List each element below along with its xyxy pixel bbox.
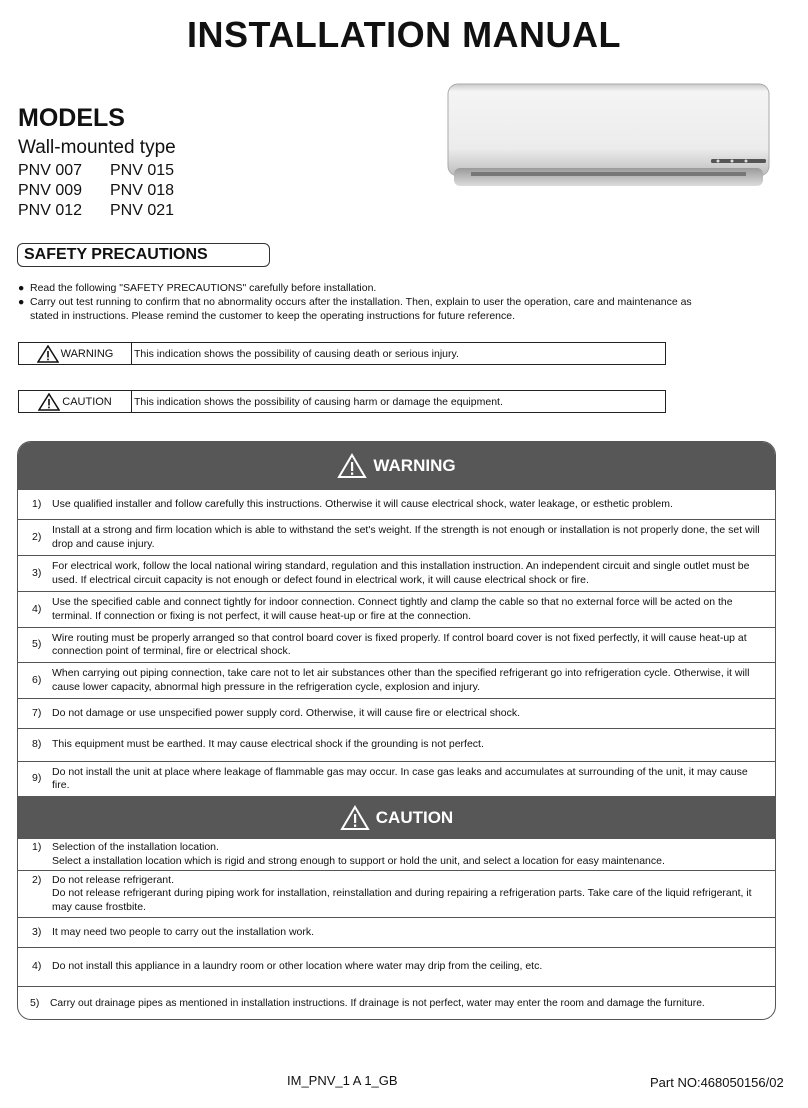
- caution-item: 4) Do not install this appliance in a laundry room or other location where water may drip from the ceiling, etc.: [18, 948, 775, 987]
- model-name: PNV 007: [18, 162, 83, 179]
- model-name: PNV 015: [110, 162, 175, 179]
- bullet-dot: ●: [18, 296, 25, 308]
- models-heading: MODELS: [18, 104, 125, 132]
- warning-triangle-icon: [37, 345, 59, 363]
- caution-item: 5) Carry out drainage pipes as mentioned in installation instructions. If drainage is not perfect, water may enter the room and damage the furniture.: [30, 997, 705, 1010]
- caution-item: 2) Do not release refrigerant. Do not release refrigerant during piping work for installation, reinstallation and during repairing a refrigeration parts. Take care of the liquid refrigerant, it may cause frostbite.: [18, 871, 775, 918]
- legend-label: CAUTION: [62, 395, 112, 408]
- precautions-box: [17, 441, 776, 1020]
- bullet-dot: ●: [18, 282, 25, 294]
- warning-item: 6) When carrying out piping connection, take care not to let air substances other than the specified refrigerant go into refrigeration cycle. Otherwise, it will cause lower capacity, abnormal high pressure in the refrigeration cycle, explosion and injury.: [18, 663, 775, 699]
- models-type: Wall-mounted type: [18, 137, 176, 158]
- caution-item: 1) Selection of the installation location. Select a installation location which is rigid and strong enough to support or hold the unit, and select a location for easy maintenance.: [18, 839, 775, 871]
- legend-label: WARNING: [60, 347, 114, 360]
- warning-item: 2) Install at a strong and firm location which is able to withstand the set's weight. If the strength is not enough or installation is not properly done, the set will drop and cause injury.: [18, 520, 775, 556]
- warning-title: WARNING: [373, 456, 456, 475]
- legend-caution: [18, 390, 666, 413]
- page-title: INSTALLATION MANUAL: [186, 14, 622, 55]
- intro-bullet-continued: stated in instructions. Please remind the customer to keep the operating instructions for future reference.: [30, 310, 516, 322]
- warning-triangle-icon: [340, 805, 370, 831]
- model-name: PNV 021: [110, 202, 175, 219]
- warning-item: 3) For electrical work, follow the local national wiring standard, regulation and this installation instruction. An independent circuit and single outlet must be used. If electrical circuit capacity is not enough or defect found in electrical work, it will cause electrical shock or fire.: [18, 556, 775, 592]
- air-conditioner-unit-image: [446, 82, 771, 189]
- warning-triangle-icon: [337, 453, 367, 479]
- caution-band: [18, 796, 775, 839]
- safety-precautions-heading: SAFETY PRECAUTIONS: [17, 243, 270, 267]
- warning-item: 5) Wire routing must be properly arranged so that control board cover is fixed properly. If control board cover is not fixed perfectly, it will cause heat-up at connection point of terminal, fire or electrical shock.: [18, 628, 775, 663]
- warning-band: [18, 442, 775, 490]
- model-name: PNV 009: [18, 182, 83, 199]
- caution-item: 3) It may need two people to carry out the installation work.: [18, 918, 775, 948]
- warning-item: 9) Do not install the unit at place where leakage of flammable gas may occur. In case gas leaks and accumulates at surrounding of the unit, it may cause fire.: [32, 765, 748, 791]
- warning-triangle-icon: [38, 393, 60, 411]
- part-number: Part NO:468050156/02: [650, 1075, 784, 1090]
- caution-title: CAUTION: [375, 807, 454, 827]
- intro-bullet: ● Carry out test running to confirm that no abnormality occurs after the installation. Then, explain to user the operation, care and maintenance as: [18, 296, 692, 308]
- model-name: PNV 018: [110, 182, 175, 199]
- intro-bullet: ● Read the following "SAFETY PRECAUTIONS" carefully before installation.: [18, 282, 377, 294]
- warning-item: 1) Use qualified installer and follow carefully this instructions. Otherwise it will cause electrical shock, water leakage, or esthetic problem.: [18, 490, 775, 520]
- legend-text: This indication shows the possibility of causing harm or damage the equipment.: [134, 395, 503, 408]
- document-code: IM_PNV_1 A 1_GB: [287, 1073, 398, 1088]
- warning-item: 8) This equipment must be earthed. It may cause electrical shock if the grounding is not perfect.: [18, 729, 775, 762]
- warning-item: 7) Do not damage or use unspecified power supply cord. Otherwise, it will cause fire or electrical shock.: [18, 699, 775, 729]
- model-name: PNV 012: [18, 202, 83, 219]
- warning-item: 4) Use the specified cable and connect tightly for indoor connection. Connect tightly and clamp the cable so that no external force will be acted on the terminal. If connection or fixing is not perfect, it will cause heat-up or fire at the connection.: [18, 592, 775, 628]
- legend-warning: [18, 342, 666, 365]
- legend-text: This indication shows the possibility of causing death or serious injury.: [134, 347, 459, 360]
